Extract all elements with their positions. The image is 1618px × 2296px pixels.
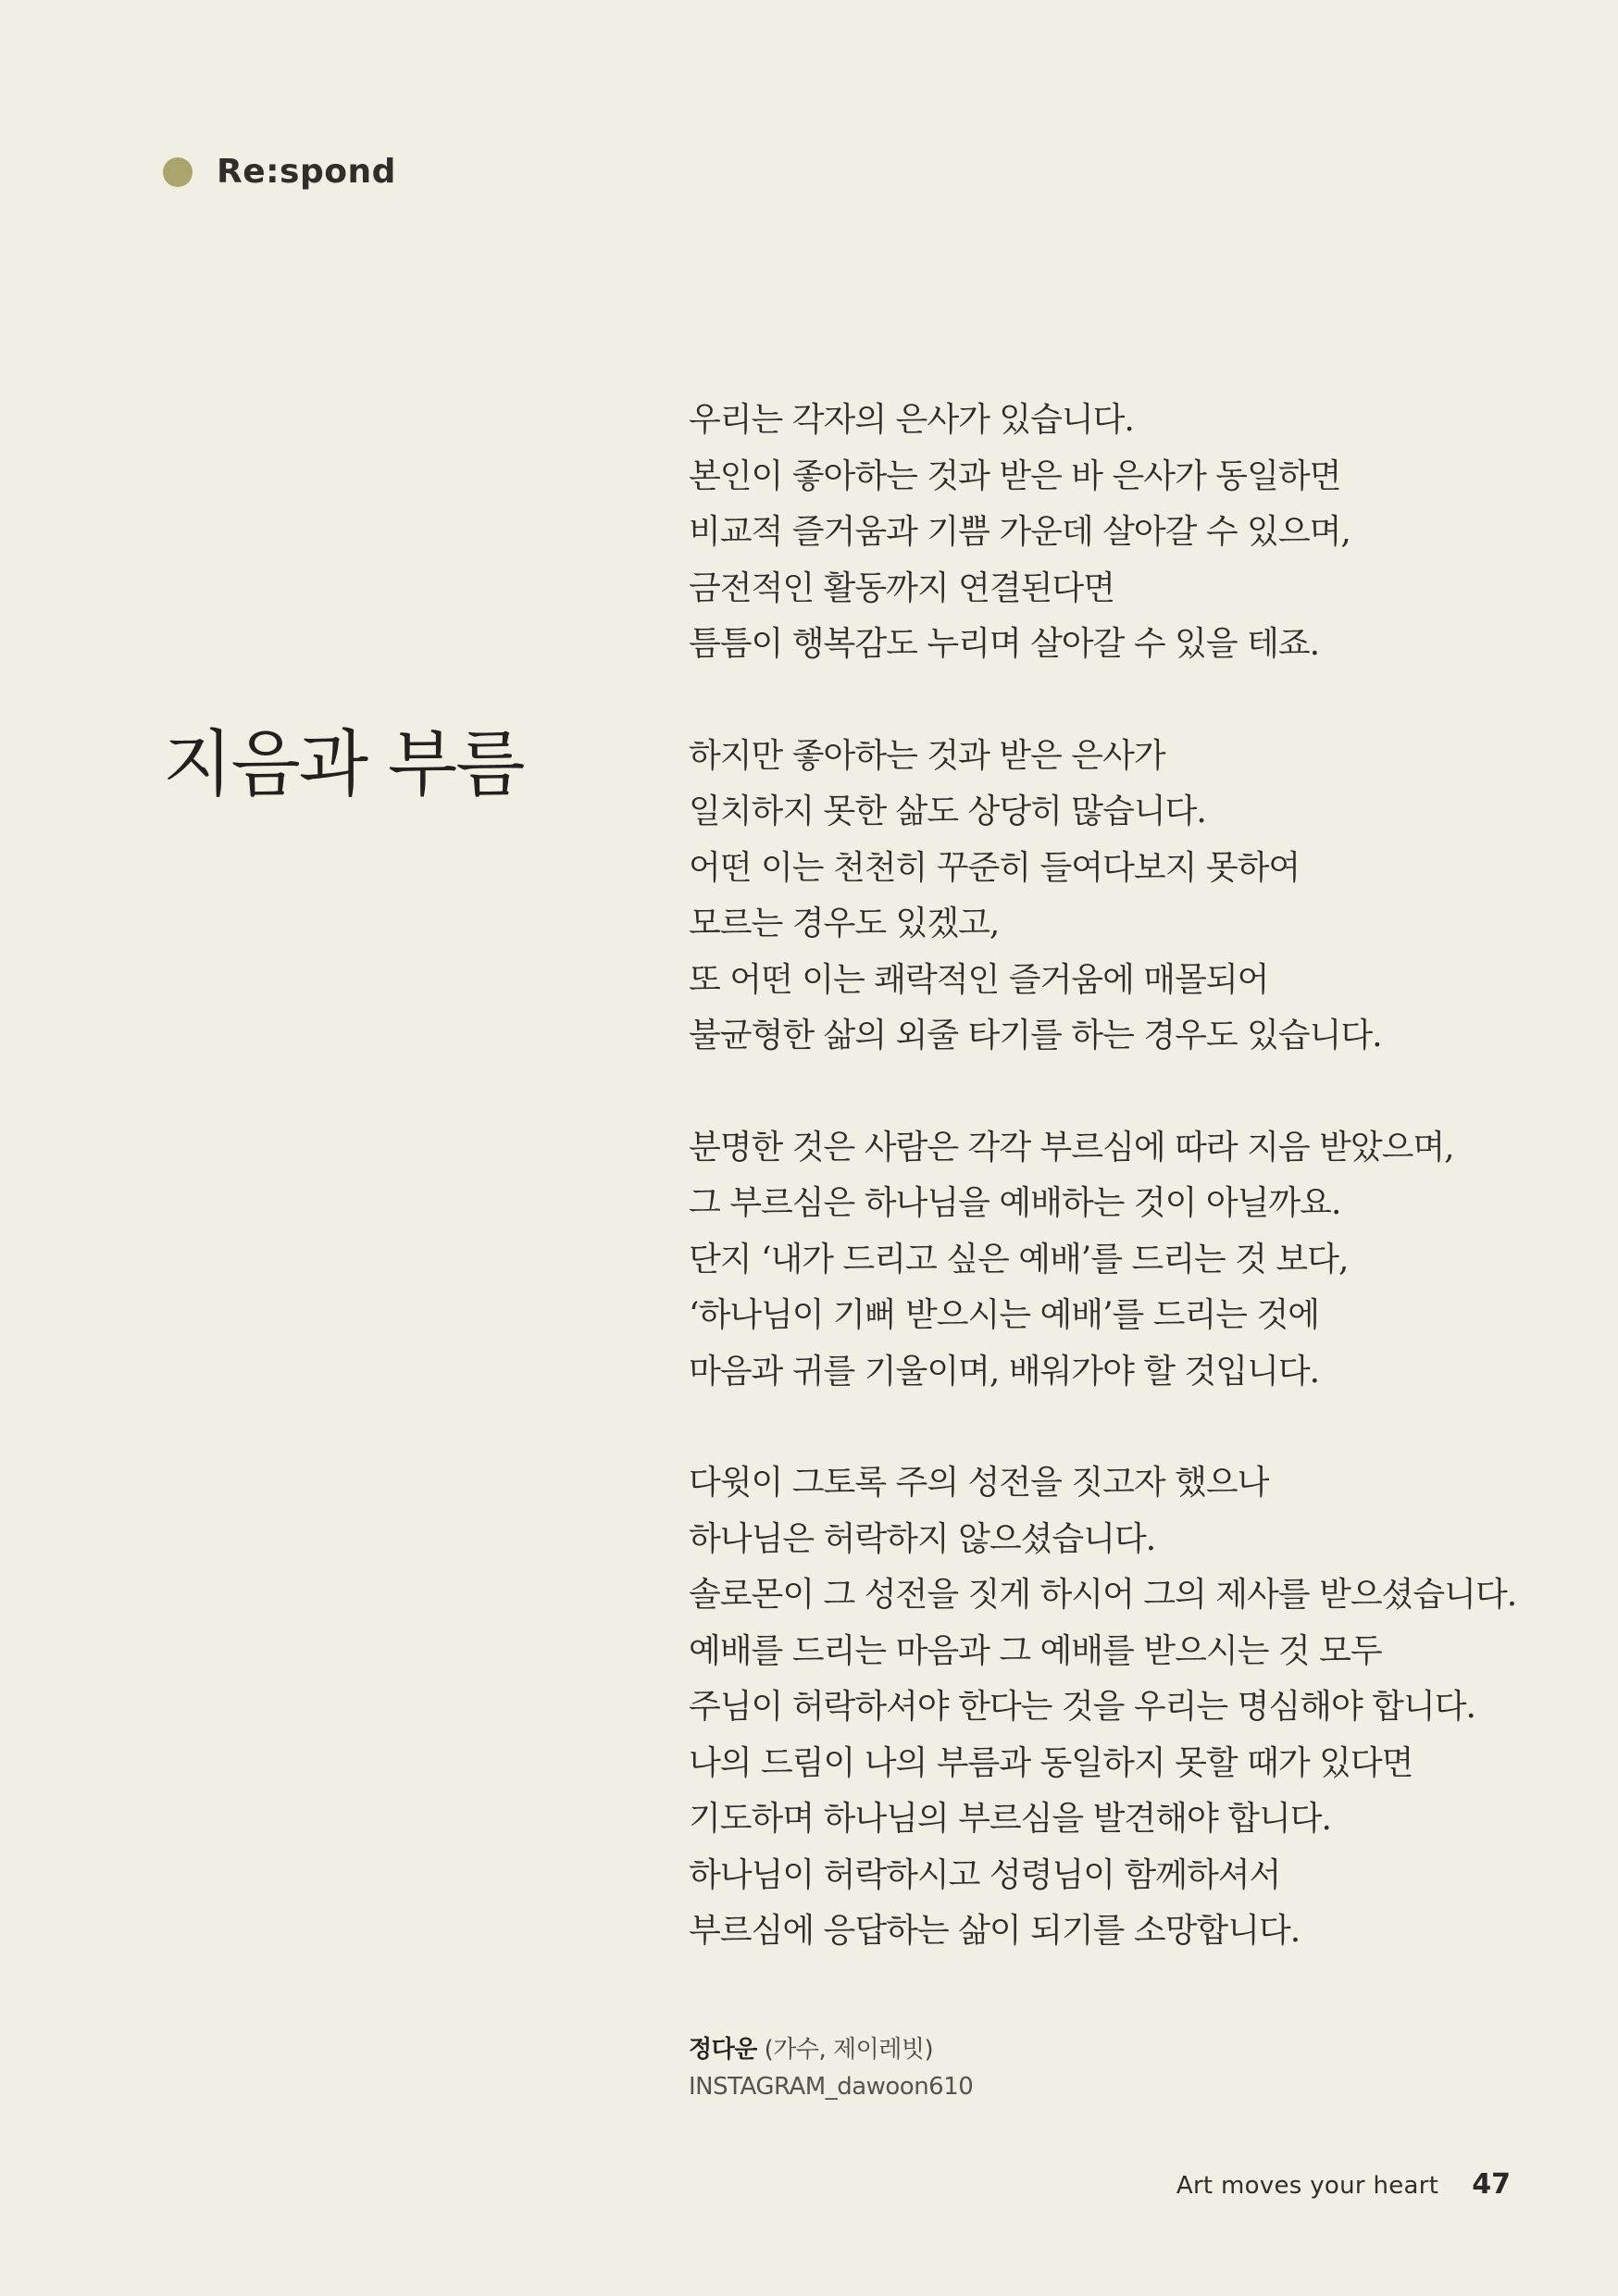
author-credit [689, 2031, 973, 2105]
body-line: 마음과 귀를 기울이며, 배워가야 할 것입니다. [689, 1352, 1320, 1391]
body-line: 우리는 각자의 은사가 있습니다. [689, 401, 1134, 439]
page-footer [1176, 2168, 1511, 2201]
body-line: 비교적 즐거움과 기쁨 가운데 살아갈 수 있으며, [689, 513, 1350, 551]
body-line: 하지만 좋아하는 것과 받은 은사가 [689, 736, 1165, 775]
body-line: ‘하나님이 기뻐 받으시는 예배’를 드리는 것에 [689, 1296, 1320, 1334]
body-line: 하나님이 허락하시고 성령님이 함께하셔서 [689, 1855, 1281, 1894]
body-line: 불균형한 삶의 외줄 타기를 하는 경우도 있습니다. [689, 1017, 1382, 1054]
body-line: 다윗이 그토록 주의 성전을 짓고자 했으나 [689, 1464, 1269, 1502]
author-role: (가수, 제이레빗) [764, 2036, 934, 2064]
paragraph-4 [689, 1455, 1577, 1960]
body-line: 기도하며 하나님의 부르심을 발견해야 합니다. [689, 1800, 1331, 1838]
footer-tagline: Art moves your heart [1176, 2172, 1439, 2200]
body-line: 일치하지 못한 삶도 상당히 많습니다. [689, 792, 1206, 830]
body-line: 솔로몬이 그 성전을 짓게 하시어 그의 제사를 받으셨습니다. [689, 1576, 1517, 1614]
article-body [689, 393, 1577, 2015]
paragraph-2 [689, 729, 1577, 1065]
body-line: 어떤 이는 천천히 꾸준히 들여다보지 못하여 [689, 848, 1301, 887]
body-line: 또 어떤 이는 쾌락적인 즐거움에 매몰되어 [689, 960, 1269, 999]
section-dot-icon [163, 157, 193, 187]
body-line: 분명한 것은 사람은 각각 부르심에 따라 지음 받았으며, [689, 1128, 1454, 1167]
section-label-text: Re:spond [217, 153, 396, 191]
body-line: 본인이 좋아하는 것과 받은 바 은사가 동일하면 [689, 456, 1341, 495]
body-line: 그 부르심은 하나님을 예배하는 것이 아닐까요. [689, 1184, 1341, 1222]
body-line: 주님이 허락하셔야 한다는 것을 우리는 명심해야 합니다. [689, 1688, 1475, 1726]
body-line: 하나님은 허락하지 않으셨습니다. [689, 1519, 1156, 1558]
body-line: 틈틈이 행복감도 누리며 살아갈 수 있을 테죠. [689, 625, 1320, 663]
body-line: 예배를 드리는 마음과 그 예배를 받으시는 것 모두 [689, 1631, 1382, 1670]
author-line [689, 2031, 973, 2068]
body-line: 나의 드림이 나의 부름과 동일하지 못할 때가 있다면 [689, 1743, 1413, 1782]
article-title: 지음과 부름 [163, 723, 524, 806]
body-line: 부르심에 응답하는 삶이 되기를 소망합니다. [689, 1912, 1301, 1950]
section-label [163, 153, 396, 191]
body-line: 금전적인 활동까지 연결된다면 [689, 568, 1114, 607]
author-name: 정다운 [689, 2036, 757, 2064]
paragraph-3 [689, 1120, 1577, 1401]
paragraph-1 [689, 393, 1577, 673]
author-instagram: INSTAGRAM_dawoon610 [689, 2073, 974, 2101]
body-line: 단지 ‘내가 드리고 싶은 예배’를 드리는 것 보다, [689, 1240, 1349, 1279]
page-number: 47 [1472, 2168, 1511, 2201]
body-line: 모르는 경우도 있겠고, [689, 905, 1000, 942]
